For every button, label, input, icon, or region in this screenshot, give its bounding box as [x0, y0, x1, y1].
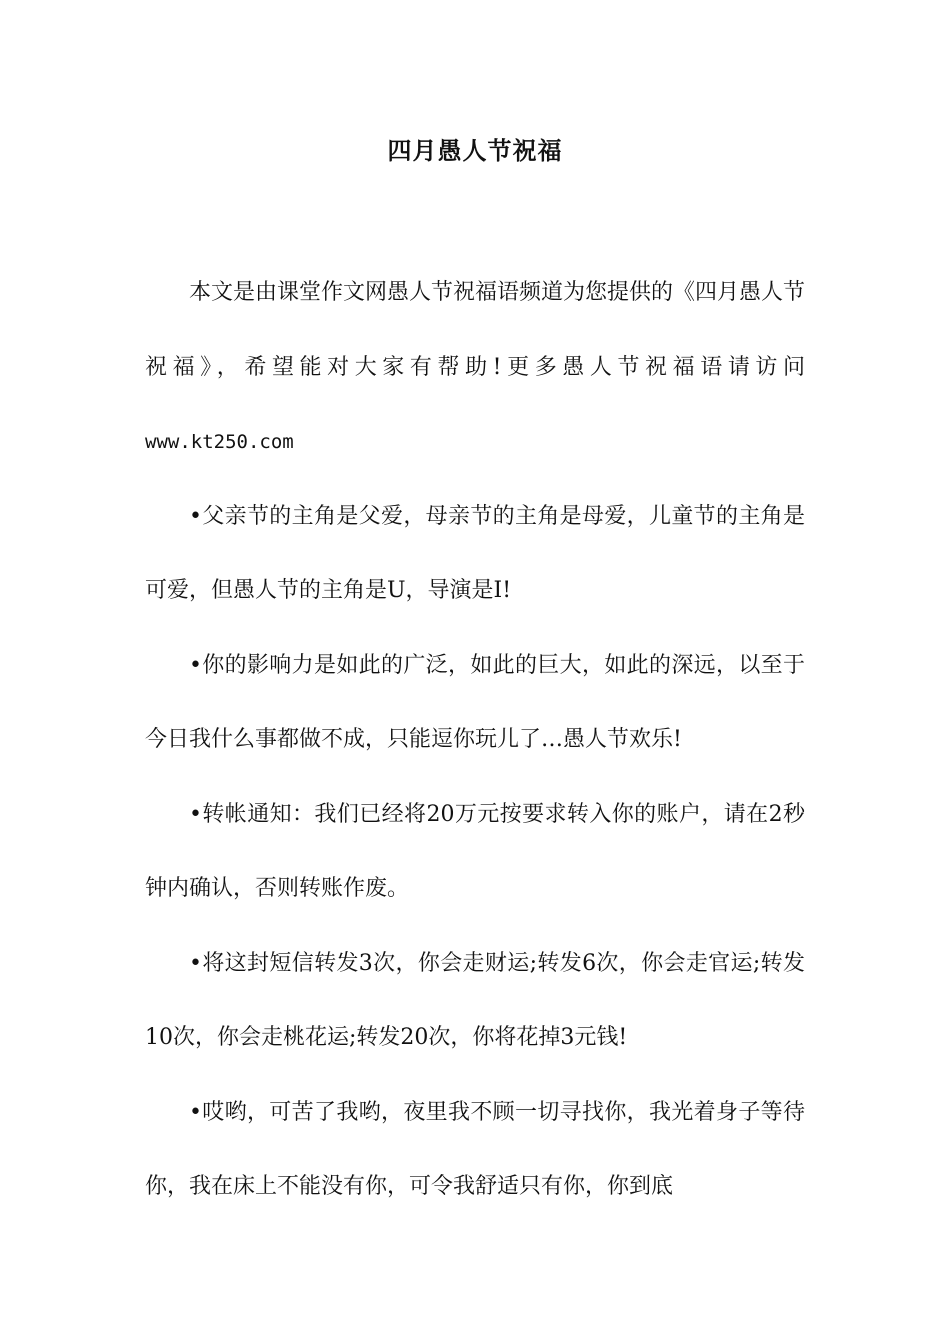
list-item: •转帐通知：我们已经将20万元按要求转入你的账户，请在2秒钟内确认，否则转账作废。 [145, 801, 805, 901]
list-item: •将这封短信转发3次，你会走财运;转发6次，你会走官运;转发10次，你会走桃花运;转发20次，你将花掉3元钱! [145, 950, 805, 1050]
intro-paragraph [145, 256, 805, 480]
list-item: •你的影响力是如此的广泛，如此的巨大，如此的深远，以至于今日我什么事都做不成，只能逗你玩儿了…愚人节欢乐! [145, 652, 805, 752]
intro-text: 本文是由课堂作文网愚人节祝福语频道为您提供的《四月愚人节祝福》，希望能对大家有帮助!更多愚人节祝福语请访问 [145, 280, 806, 380]
document-title: 四月愚人节祝福 [387, 136, 563, 165]
list-item: •哎哟，可苦了我哟，夜里我不顾一切寻找你，我光着身子等待你，我在床上不能没有你，可令我舒适只有你，你到底 [145, 1099, 805, 1199]
site-url: www.kt250.com [145, 431, 294, 453]
list-item: •父亲节的主角是父爱，母亲节的主角是母爱，儿童节的主角是可爱，但愚人节的主角是U，导演是I! [145, 503, 805, 603]
document-body [145, 256, 805, 1225]
